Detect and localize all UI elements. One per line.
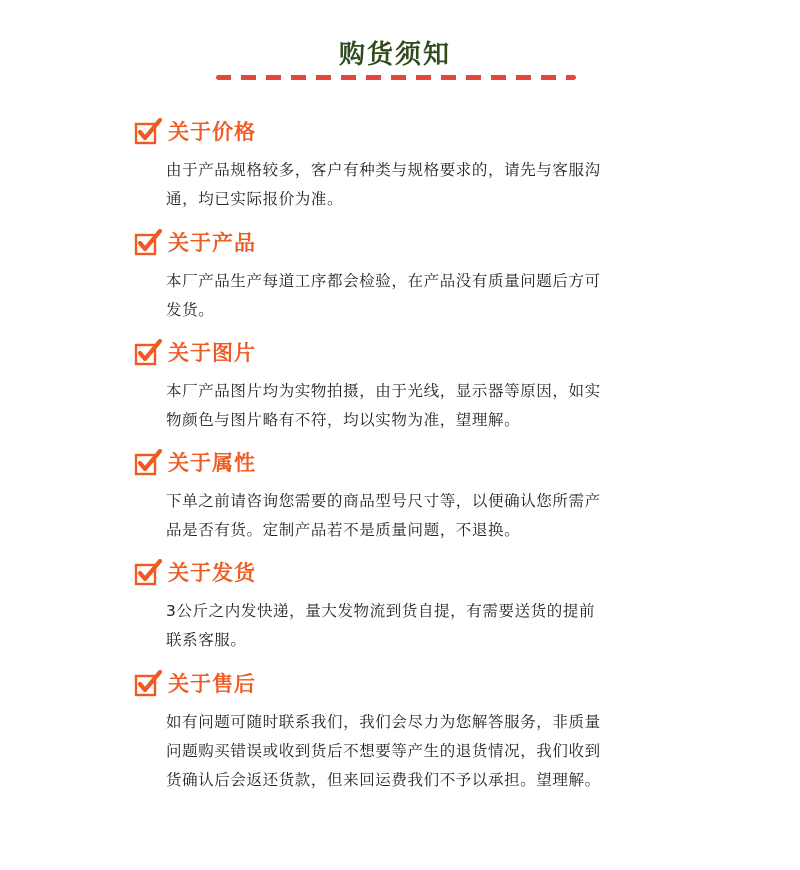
checkbox-icon [134,229,162,257]
checkbox-icon [134,449,162,477]
section-body [166,708,686,795]
title-divider [216,75,576,80]
section-body [166,156,686,214]
section-title: 关于价格 [168,120,256,144]
body-line: 物颜色与图片略有不符，均以实物为准，望理解。 [166,411,521,429]
body-line: 本厂产品图片均为实物拍摄，由于光线，显示器等原因，如实 [166,382,601,400]
section-header [134,670,694,700]
section-body [166,597,686,655]
section-title: 关于发货 [168,561,256,585]
section-after-sales [134,670,694,795]
section-body [166,487,686,545]
section-header [134,118,694,148]
section-title: 关于售后 [168,672,256,696]
section-header [134,229,694,259]
body-line: 3公斤之内发快递，量大发物流到货自提，有需要送货的提前 [166,602,596,620]
checkbox-icon [134,670,162,698]
checkbox-icon [134,559,162,587]
section-attributes [134,449,694,545]
section-title: 关于属性 [168,451,256,475]
section-price [134,118,694,214]
checkbox-icon [134,118,162,146]
body-line: 下单之前请咨询您需要的商品型号尺寸等，以便确认您所需产 [166,492,601,510]
body-line: 联系客服。 [166,631,247,649]
checkbox-icon [134,339,162,367]
section-header [134,559,694,589]
body-line: 由于产品规格较多，客户有种类与规格要求的，请先与客服沟 [166,161,601,179]
section-title: 关于产品 [168,231,256,255]
body-line: 如有问题可随时联系我们，我们会尽力为您解答服务，非质量 [166,713,601,731]
body-line: 品是否有货。定制产品若不是质量问题，不退换。 [166,521,521,539]
section-header [134,339,694,369]
section-body [166,377,686,435]
page-title: 购货须知 [338,40,451,70]
section-images [134,339,694,435]
body-line: 通，均已实际报价为准。 [166,190,344,208]
body-line: 本厂产品生产每道工序都会检验，在产品没有质量问题后方可 [166,272,601,290]
section-title: 关于图片 [168,341,256,365]
section-product [134,229,694,325]
section-shipping [134,559,694,655]
body-line: 问题购买错误或收到货后不想要等产生的退货情况，我们收到 [166,742,601,760]
body-line: 货确认后会返还货款，但来回运费我们不予以承担。望理解。 [166,771,601,789]
body-line: 发货。 [166,301,215,319]
section-body [166,267,686,325]
section-header [134,449,694,479]
